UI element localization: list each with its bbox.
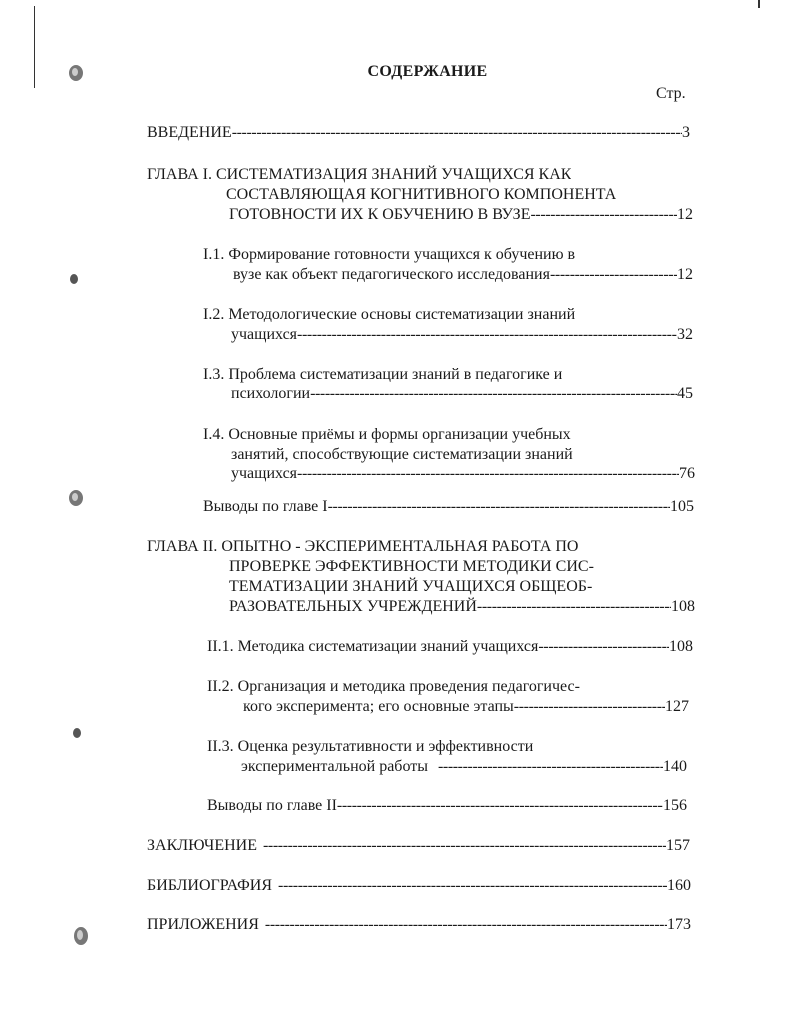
toc-chapter2-line1: ГЛАВА II. ОПЫТНО - ЭКСПЕРИМЕНТАЛЬНАЯ РАБОТА ПО	[147, 538, 579, 555]
toc-label: ВВЕДЕНИЕ	[147, 124, 232, 141]
dot-leader	[265, 915, 667, 935]
toc-label: вузе как объект педагогического исследования	[233, 266, 550, 283]
toc-page: 105	[670, 498, 694, 515]
toc-section-1-2-line2	[231, 325, 693, 345]
toc-page: 32	[677, 326, 693, 343]
toc-entry-conclusion	[147, 836, 690, 856]
toc-section-1-4-line2: занятий, способствующие систематизации знаний	[231, 446, 573, 463]
toc-page: 45	[677, 385, 693, 402]
toc-section-2-1	[207, 637, 693, 657]
toc-label: учащихся	[231, 465, 298, 482]
toc-page: 76	[679, 465, 695, 482]
dot-leader	[310, 384, 677, 404]
binder-hole-mark-2	[68, 272, 80, 286]
toc-section-1-3-line2	[231, 384, 693, 404]
toc-section-2-2-line2	[243, 697, 689, 717]
toc-label: II.1. Методика систематизации знаний учащихся	[207, 638, 539, 655]
toc-page: 156	[663, 797, 687, 814]
dot-leader	[530, 205, 677, 225]
toc-chapter2-line2: ПРОВЕРКЕ ЭФФЕКТИВНОСТИ МЕТОДИКИ СИС-	[229, 558, 594, 575]
toc-chapter1-line1: ГЛАВА I. СИСТЕМАТИЗАЦИЯ ЗНАНИЙ УЧАЩИХСЯ КАК	[147, 166, 572, 183]
page-column-header: Стр.	[656, 85, 686, 102]
toc-entry-bibliography	[147, 876, 691, 896]
dot-leader	[232, 123, 682, 143]
toc-page: 108	[671, 598, 695, 615]
dot-leader	[438, 757, 663, 777]
toc-entry-intro	[147, 123, 690, 143]
toc-section-2-3-line2	[241, 757, 687, 777]
toc-chapter1-line3	[229, 205, 693, 225]
toc-section-2-2-line1: II.2. Организация и методика проведения педагогичес-	[207, 678, 580, 695]
toc-page: 173	[667, 916, 691, 933]
scan-corner-mark	[758, 0, 760, 8]
toc-page: 3	[682, 124, 690, 141]
dot-leader	[263, 836, 666, 856]
toc-page: 127	[665, 698, 689, 715]
toc-section-1-1-line2	[233, 265, 693, 285]
toc-label: БИБЛИОГРАФИЯ	[147, 877, 273, 894]
dot-leader	[550, 265, 677, 285]
toc-section-1-3-line1: I.3. Проблема систематизации знаний в педагогике и	[203, 366, 563, 383]
toc-label: психологии	[231, 385, 311, 402]
toc-entry-conclusions-ch1	[203, 497, 694, 517]
toc-label: ПРИЛОЖЕНИЯ	[147, 916, 259, 933]
toc-label: РАЗОВАТЕЛЬНЫХ УЧРЕЖДЕНИЙ	[229, 598, 477, 615]
toc-label: Выводы по главе I	[203, 498, 328, 515]
toc-entry-appendices	[147, 915, 691, 935]
toc-label: Выводы по главе II	[207, 797, 337, 814]
dot-leader	[278, 876, 667, 896]
page-title: СОДЕРЖАНИЕ	[367, 63, 488, 80]
toc-chapter1-line2: СОСТАВЛЯЮЩАЯ КОГНИТИВНОГО КОМПОНЕНТА	[226, 186, 617, 203]
toc-label: ГОТОВНОСТИ ИХ К ОБУЧЕНИЮ В ВУЗЕ	[229, 206, 531, 223]
dot-leader	[538, 637, 669, 657]
dot-leader	[297, 464, 679, 484]
binder-hole-mark-5	[71, 924, 91, 948]
toc-chapter2-line4	[229, 597, 695, 617]
binder-hole-mark-4	[71, 726, 83, 740]
toc-page: 12	[677, 206, 693, 223]
toc-chapter2-line3: ТЕМАТИЗАЦИИ ЗНАНИЙ УЧАЩИХСЯ ОБЩЕОБ-	[229, 578, 593, 595]
dot-leader	[514, 697, 665, 717]
toc-label: учащихся	[231, 326, 298, 343]
dot-leader	[337, 796, 663, 816]
binder-hole-mark-3	[66, 487, 86, 509]
toc-section-1-4-line1: I.4. Основные приёмы и формы организации учебных	[203, 426, 571, 443]
toc-section-1-4-line3	[231, 464, 695, 484]
toc-label: ЗАКЛЮЧЕНИЕ	[147, 837, 257, 854]
dot-leader	[328, 497, 670, 517]
toc-label: кого эксперимента; его основные этапы	[243, 698, 514, 715]
toc-page: 108	[669, 638, 693, 655]
toc-page: 140	[663, 758, 687, 775]
toc-section-1-1-line1: I.1. Формирование готовности учащихся к обучению в	[203, 246, 576, 263]
toc-page: 160	[667, 877, 691, 894]
toc-page: 12	[677, 266, 693, 283]
toc-label: экспериментальной работы	[241, 758, 428, 775]
dot-leader	[297, 325, 677, 345]
dot-leader	[477, 597, 671, 617]
toc-page: 157	[666, 837, 690, 854]
toc-section-2-3-line1: II.3. Оценка результативности и эффективности	[207, 738, 534, 755]
toc-entry-conclusions-ch2	[207, 796, 687, 816]
toc-section-1-2-line1: I.2. Методологические основы систематизации знаний	[203, 306, 576, 323]
